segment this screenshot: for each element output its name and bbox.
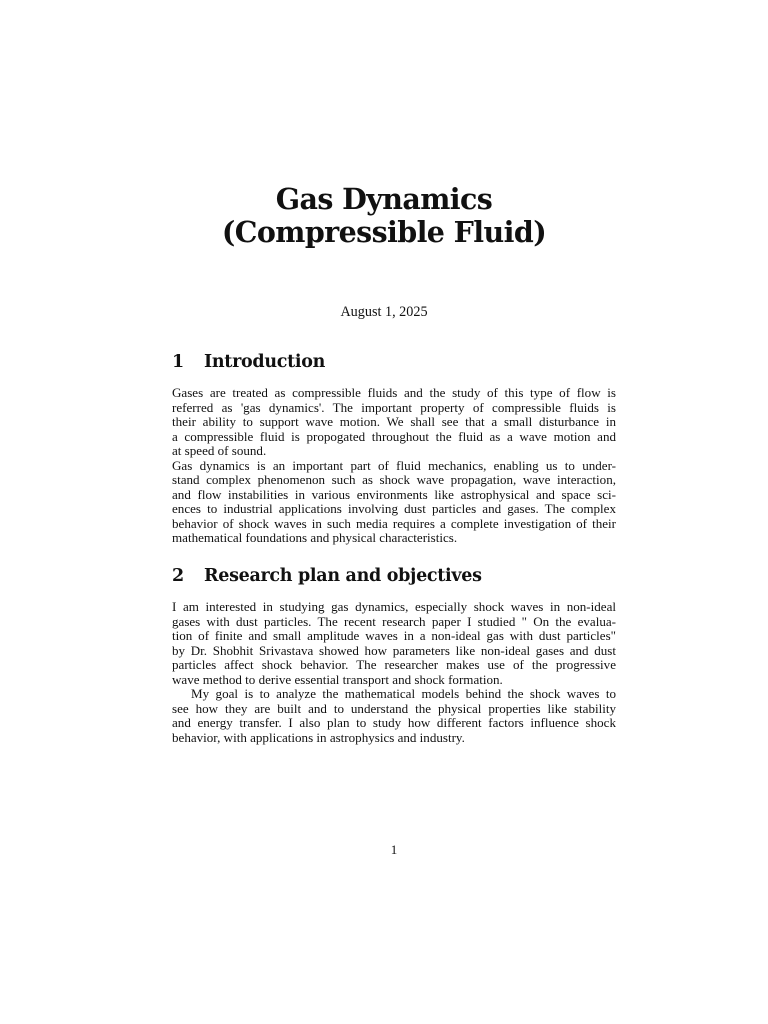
text-line: wave method to derive essential transport and shock formation. — [172, 671, 503, 687]
text-line: see how they are built and to understand the physical properties like stability — [172, 700, 616, 716]
text-line: behavior, with applications in astrophysics and industry. — [172, 729, 465, 745]
section-body-introduction — [172, 386, 616, 546]
title-line-1: Gas Dynamics — [275, 182, 493, 216]
section-heading-research-plan — [172, 566, 482, 586]
section-number: 2 — [172, 566, 184, 586]
text-line: a compressible fluid is propogated throughout the fluid as a wave motion and — [172, 428, 616, 444]
text-line: mathematical foundations and physical characteristics. — [172, 530, 458, 546]
text-line: referred as 'gas dynamics'. The important property of compressible fluids is — [172, 399, 616, 415]
document-title — [0, 183, 768, 249]
text-line: and flow instabilities in various environments like astrophysical and space sci- — [172, 486, 616, 502]
page-number: 1 — [390, 842, 398, 857]
text-line: stand complex phenomenon such as shock wave propagation, wave interaction, — [172, 472, 616, 488]
section-number: 1 — [172, 352, 184, 372]
text-line: and energy transfer. I also plan to study how different factors influence shock — [172, 715, 616, 731]
text-line: their ability to support wave motion. We shall see that a small disturbance in — [172, 414, 616, 430]
section-title: Research plan and objectives — [204, 566, 482, 586]
text-line: behavior of shock waves in such media requires a complete investigation of their — [172, 515, 616, 531]
text-line: particles affect shock behavior. The researcher makes use of the progressive — [172, 657, 616, 673]
text-line: tion of finite and small amplitude waves in a non-ideal gas with dust particles" — [172, 628, 616, 644]
text-line: Gases are treated as compressible fluids and the study of this type of flow is — [172, 385, 616, 400]
text-line: I am interested in studying gas dynamics, especially shock waves in non-ideal — [172, 599, 616, 614]
text-line: gases with dust particles. The recent research paper I studied " On the evalua- — [172, 613, 616, 629]
section-title: Introduction — [204, 352, 326, 372]
title-line-2: (Compressible Fluid) — [221, 215, 547, 249]
text-line: by Dr. Shobhit Srivastava showed how parameters like non-ideal gases and dust — [172, 642, 616, 658]
text-line: ences to industrial applications involving dust particles and gases. The complex — [172, 501, 616, 517]
text-line: Gas dynamics is an important part of fluid mechanics, enabling us to under- — [172, 457, 616, 473]
section-heading-introduction — [172, 352, 325, 372]
text-line: My goal is to analyze the mathematical models behind the shock waves to — [191, 686, 616, 702]
document-date: August 1, 2025 — [340, 304, 428, 320]
section-body-research-plan — [172, 600, 616, 745]
text-line: at speed of sound. — [172, 443, 267, 459]
